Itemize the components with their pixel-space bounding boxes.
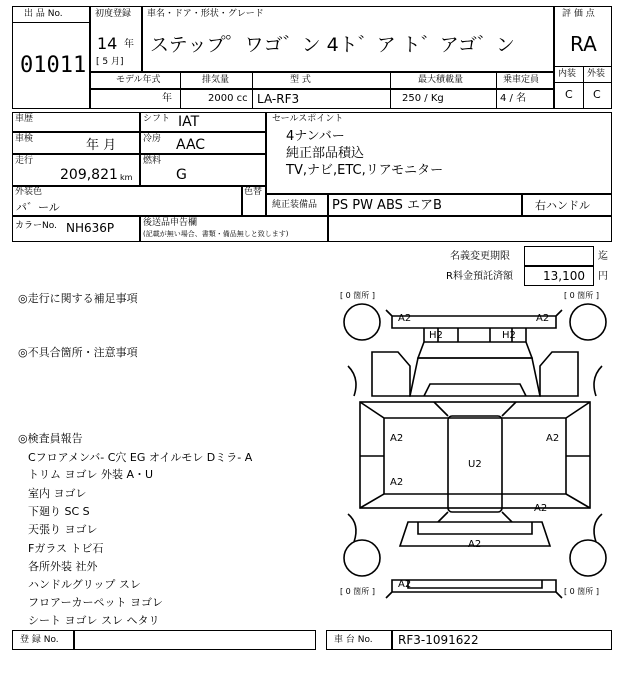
model-year-unit: 年 xyxy=(162,93,172,104)
car-name: ステップ゜ワゴ゛ン 4ト゛ア ト゛アゴ゛ン xyxy=(150,34,515,56)
mark-right-front-door: A2 xyxy=(546,433,560,444)
specs-value-row xyxy=(90,89,554,109)
handle-value: 右ハンドル xyxy=(535,199,590,212)
right-front-fender xyxy=(540,352,578,396)
mark-left-front-door: A2 xyxy=(390,433,404,444)
mark-front-right: A2 xyxy=(536,313,550,324)
name-change-box xyxy=(524,246,594,266)
name-change-label: 名義変更期限 xyxy=(450,251,510,262)
wheel-top-left xyxy=(344,304,380,340)
vehicle-damage-diagram xyxy=(338,288,612,602)
fuel-label: 燃料 xyxy=(143,156,162,166)
fuel-value: G xyxy=(176,167,187,183)
displacement-label: 排気量 xyxy=(202,75,230,85)
model-year-label: モデル年式 xyxy=(116,75,161,85)
inspector-line: 室内 ヨゴレ xyxy=(28,487,87,500)
right-front-arch xyxy=(594,366,602,396)
mileage-label: 走行 xyxy=(15,156,34,166)
load-label: 最大積載量 xyxy=(418,75,464,85)
mark-front-left: A2 xyxy=(398,313,412,324)
rear-bumper-inner xyxy=(408,580,542,588)
recycle-label: R料金預託済額 xyxy=(446,271,513,282)
specs-div-2 xyxy=(252,72,253,109)
inspector-line: シート ヨゴレ スレ ヘタリ xyxy=(28,614,160,627)
color-no-value: NH636P xyxy=(66,221,115,235)
exterior-color-value: パ゛ール xyxy=(16,201,60,214)
delivery-label: 後送品申告欄 xyxy=(143,218,198,228)
inspector-line: トリム ヨゴレ 外装 A・U xyxy=(28,468,154,481)
specs-div-3 xyxy=(390,72,391,109)
mark-roof: U2 xyxy=(468,459,482,470)
corner-count-bottom-right: [ 0 箇所 ] xyxy=(564,587,599,596)
vehicle-outline-svg xyxy=(338,288,612,602)
inspector-line: 下廻り SC S xyxy=(28,505,90,518)
corner-count-top-left: [ 0 箇所 ] xyxy=(340,291,375,300)
inspection-label: 車検 xyxy=(15,134,34,144)
inspector-line: 各所外装 社外 xyxy=(28,560,98,573)
exterior-grade: C xyxy=(593,88,601,101)
mark-left-rear: A2 xyxy=(390,477,404,488)
wheel-top-right xyxy=(570,304,606,340)
mark-right-rear: A2 xyxy=(534,503,548,514)
mileage-value: 209,821 xyxy=(60,167,118,183)
color-no-label: カラーNo. xyxy=(15,221,57,231)
delivery-note: (記載が無い場合、書類・備品無しと致します) xyxy=(143,230,289,238)
inspector-line: 天張り ヨゴレ xyxy=(28,523,98,536)
aircon-label: 冷房 xyxy=(143,134,162,144)
type-value: LA-RF3 xyxy=(257,92,300,106)
sales-points-label: セールスポイント xyxy=(272,114,344,124)
first-reg-year-unit: 年 xyxy=(124,39,134,50)
delivery-extra-cell xyxy=(328,216,612,242)
load-value: 250 / Kg xyxy=(402,93,444,104)
chassis-label: 車 台 No. xyxy=(334,635,373,645)
reg-no-value-cell xyxy=(74,630,316,650)
shift-label: シフト xyxy=(143,114,171,124)
left-rear-arch xyxy=(348,514,356,542)
first-reg-label: 初度登録 xyxy=(95,9,132,19)
equipment-value: PS PW ABS エアB xyxy=(332,198,442,213)
equipment-label: 純正装備品 xyxy=(272,200,318,210)
type-label: 型 式 xyxy=(290,75,311,85)
inspector-line: フロアーカーペット ヨゴレ xyxy=(28,596,163,609)
sales-point-2: 純正部品積込 xyxy=(286,146,365,161)
windshield-shape xyxy=(410,358,540,396)
lot-number: 01011 xyxy=(20,53,87,78)
sales-point-1: 4ナンバー xyxy=(286,129,345,144)
capacity-value: 4 / 名 xyxy=(500,93,527,104)
recycle-unit: 円 xyxy=(598,271,608,282)
specs-div-4 xyxy=(496,72,497,109)
capacity-label: 乗車定員 xyxy=(503,75,540,85)
lot-label: 出 品 No. xyxy=(24,9,63,19)
driving-notes-label: ◎走行に関する補足事項 xyxy=(18,292,138,305)
grade-sub-divider xyxy=(583,66,584,109)
inspector-label: ◎検査員報告 xyxy=(18,432,83,445)
displacement: 2000 cc xyxy=(208,93,248,104)
grade-label: 評 価 点 xyxy=(562,9,595,19)
first-reg-year: 14 xyxy=(97,34,118,53)
sales-point-3: TV,ナビ,ETC,リアモニター xyxy=(286,163,444,178)
left-front-arch xyxy=(348,366,356,396)
interior-grade: C xyxy=(565,88,573,101)
right-rear-arch xyxy=(594,514,602,542)
wheel-bottom-right xyxy=(570,540,606,576)
corner-count-top-right: [ 0 箇所 ] xyxy=(564,291,599,300)
car-name-label: 車名・ドア・形状・グレード xyxy=(147,9,264,19)
mark-rear-gate: A2 xyxy=(468,539,482,550)
first-reg-month: [ 5 月] xyxy=(96,57,124,67)
mark-hood-right: H2 xyxy=(502,330,516,341)
corner-count-bottom-left: [ 0 箇所 ] xyxy=(340,587,375,596)
shift-value: IAT xyxy=(178,114,200,130)
wheel-bottom-left xyxy=(344,540,380,576)
history-label: 車歴 xyxy=(15,114,34,124)
specs-div-1 xyxy=(180,72,181,109)
left-front-fender xyxy=(372,352,410,396)
mark-hood-left: H2 xyxy=(429,330,443,341)
inspector-line: Cフロアメンバ- C穴 EG オイルモレ Dミラ- A xyxy=(28,451,253,464)
inspector-line: ハンドルグリップ スレ xyxy=(28,578,141,591)
aircon-value: AAC xyxy=(176,137,206,153)
recycle-value: 13,100 xyxy=(543,269,585,283)
grade-value: RA xyxy=(570,32,597,56)
inspection-value: 年 月 xyxy=(86,138,117,153)
mileage-unit: km xyxy=(120,173,133,182)
name-change-unit: 迄 xyxy=(598,251,608,262)
color-change-label: 色替 xyxy=(244,187,263,197)
defects-label: ◎不具合箇所・注意事項 xyxy=(18,346,138,359)
inspector-line: Fガラス トビ石 xyxy=(28,542,104,555)
mark-rear-bumper: A2 xyxy=(398,579,412,590)
rear-bumper-shape xyxy=(386,580,562,598)
interior-label: 内装 xyxy=(558,69,577,79)
reg-no-label: 登 録 No. xyxy=(20,635,59,645)
body-lines xyxy=(360,402,590,508)
chassis-number: RF3-1091622 xyxy=(398,633,479,647)
exterior-label: 外装 xyxy=(587,69,606,79)
exterior-color-label: 外装色 xyxy=(15,187,43,197)
